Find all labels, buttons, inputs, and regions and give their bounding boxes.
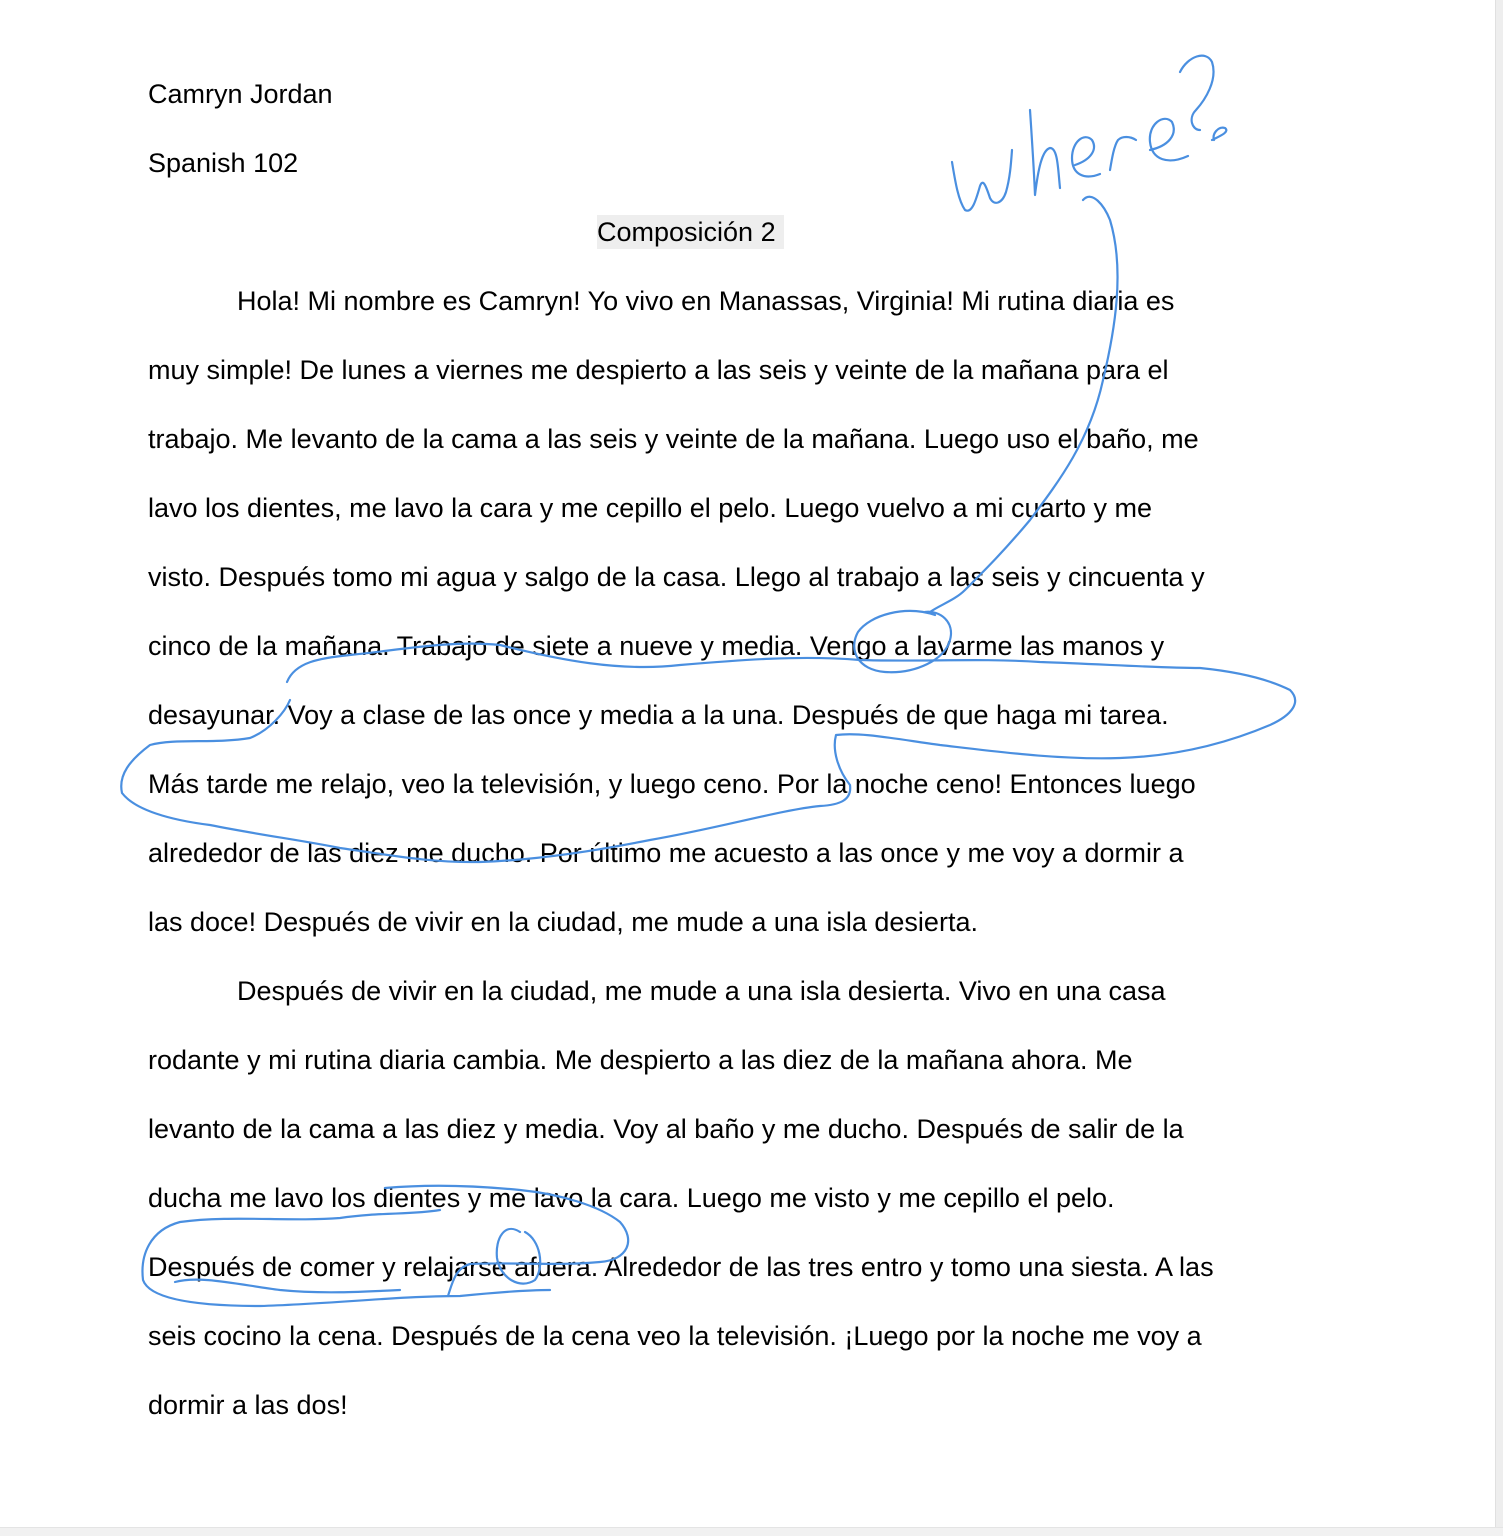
- course-name: Spanish 102: [148, 148, 299, 178]
- page-bottom-edge: [0, 1527, 1503, 1536]
- text-line: cinco de la mañana. Trabajo de siete a nueve y media. Vengo a lavarme las manos y: [148, 631, 1165, 661]
- text-line: rodante y mi rutina diaria cambia. Me despierto a las diez de la mañana ahora. Me: [148, 1045, 1133, 1075]
- text-line: trabajo. Me levanto de la cama a las seis y veinte de la mañana. Luego uso el baño, me: [148, 424, 1199, 454]
- text-line: dormir a las dos!: [148, 1390, 348, 1420]
- text-line: alrededor de las diez me ducho. Por último me acuesto a las once y me voy a dormir a: [148, 838, 1184, 868]
- author-name: Camryn Jordan: [148, 79, 333, 109]
- text-line: muy simple! De lunes a viernes me despierto a las seis y veinte de la mañana para el: [148, 355, 1169, 385]
- text-line: las doce! Después de vivir en la ciudad, me mude a una isla desierta.: [148, 907, 978, 937]
- text-line: Más tarde me relajo, veo la televisión, y luego ceno. Por la noche ceno! Entonces luego: [148, 769, 1196, 799]
- text-line: seis cocino la cena. Después de la cena veo la televisión. ¡Luego por la noche me voy a: [148, 1321, 1202, 1351]
- text-line: visto. Después tomo mi agua y salgo de la casa. Llego al trabajo a las seis y cincuenta y: [148, 562, 1205, 592]
- paragraph-2: [148, 957, 1328, 1440]
- text-line: lavo los dientes, me lavo la cara y me cepillo el pelo. Luego vuelvo a mi cuarto y me: [148, 493, 1153, 523]
- title-line: [148, 198, 1328, 267]
- text-line: Hola! Mi nombre es Camryn! Yo vivo en Manassas, Virginia! Mi rutina diaria es: [237, 286, 1175, 316]
- text-line: levanto de la cama a las diez y media. Voy al baño y me ducho. Después de salir de la: [148, 1114, 1184, 1144]
- text-line: Después de comer y relajarse afuera. Alrededor de las tres entro y tomo una siesta. A las: [148, 1252, 1214, 1282]
- text-line: desayunar. Voy a clase de las once y media a la una. Después de que haga mi tarea.: [148, 700, 1169, 730]
- text-line: ducha me lavo los dientes y me lavo la cara. Luego me visto y me cepillo el pelo.: [148, 1183, 1115, 1213]
- page-scroll-edge: [1495, 0, 1503, 1536]
- document-title: Composición 2: [597, 215, 784, 249]
- text-line: Después de vivir en la ciudad, me mude a una isla desierta. Vivo en una casa: [237, 976, 1166, 1006]
- document-body: [148, 60, 1328, 1440]
- paragraph-1: [148, 267, 1328, 957]
